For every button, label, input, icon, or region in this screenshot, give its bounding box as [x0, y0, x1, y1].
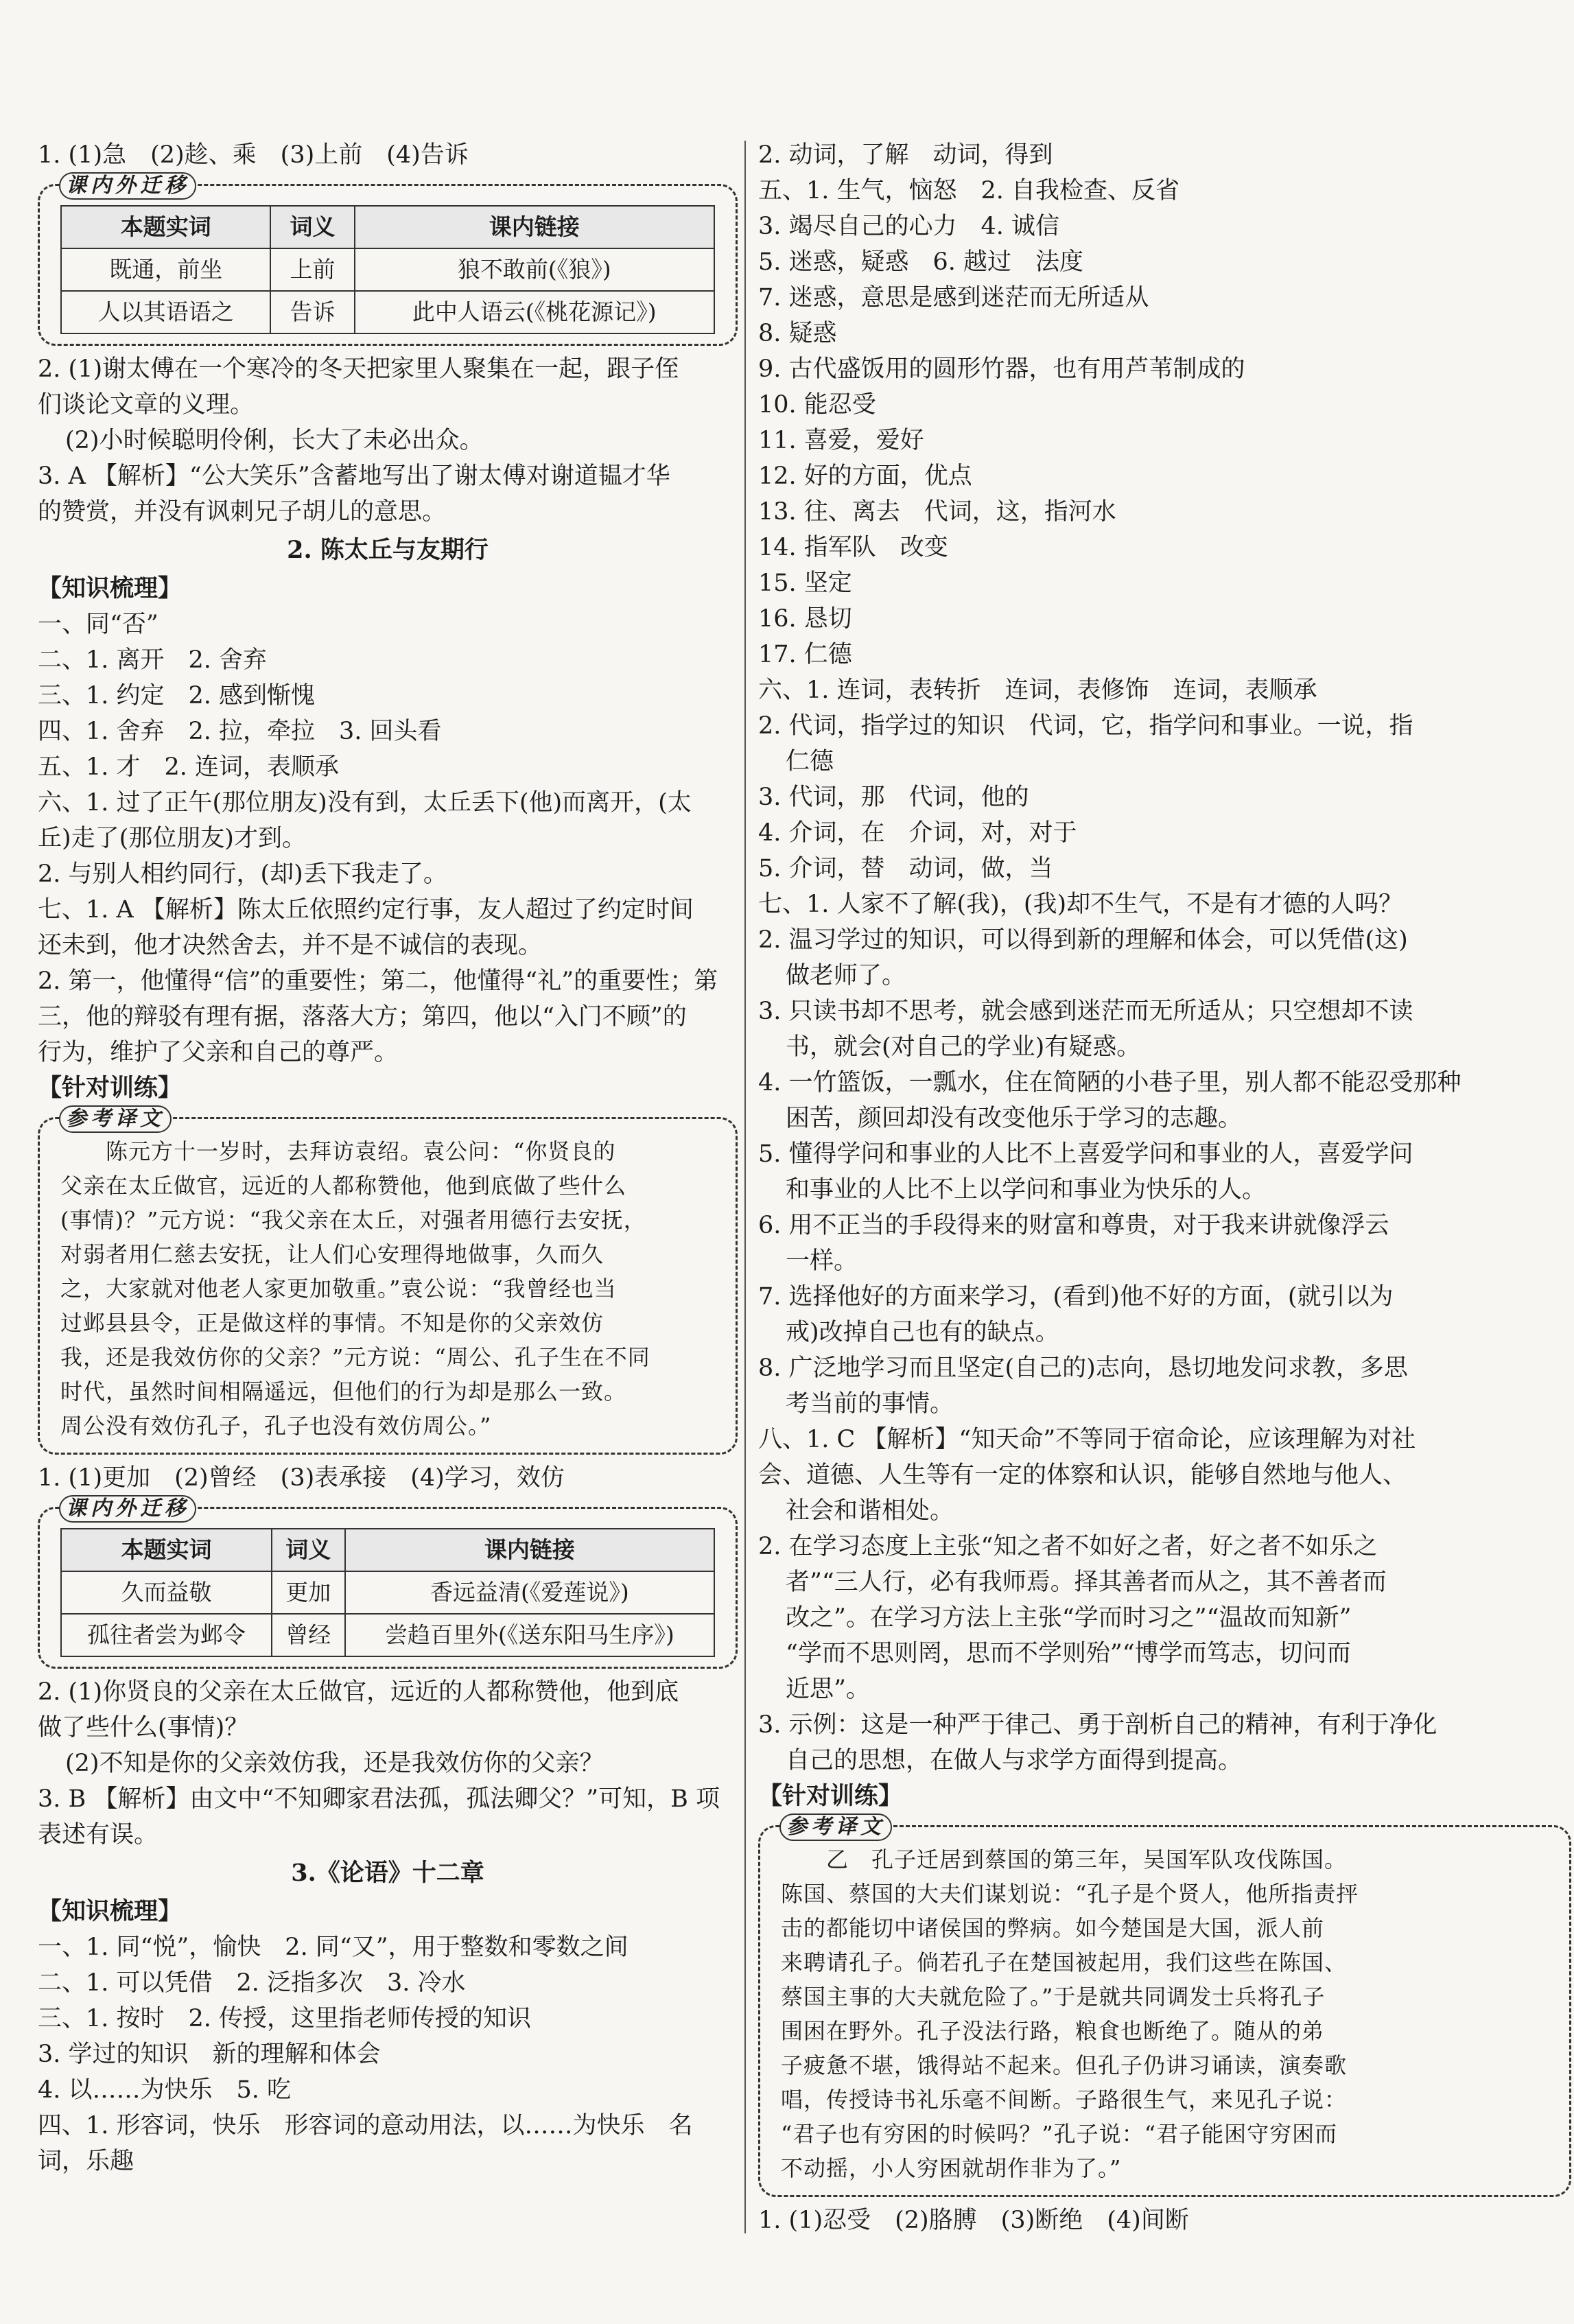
- table-header: 词义: [270, 206, 354, 248]
- answer-line: 5. 懂得学问和事业的人比不上喜爱学问和事业的人，喜爱学问: [758, 1140, 1413, 1168]
- answer-line: 1. (1)更加 (2)曾经 (3)表承接 (4)学习，效仿: [38, 1464, 565, 1492]
- answer-line: 还未到，他才决然舍去，并不是不诚信的表现。: [38, 932, 543, 959]
- table-cell: 尝趋百里外(《送东阳马生序》): [345, 1614, 714, 1656]
- answer-line: 3. 示例：这是一种严于律己、勇于剖析自己的精神，有利于净化: [758, 1711, 1437, 1739]
- answer-line: 2. 在学习态度上主张“知之者不如好之者，好之者不如乐之: [758, 1533, 1378, 1560]
- answer-line: “学而不思则罔，思而不学则殆”“博学而笃志，切问而: [786, 1640, 1351, 1667]
- answer-line: 六、1. 连词，表转折 连词，表修饰 连词，表顺承: [758, 677, 1317, 704]
- translation-line: 蔡国主事的大夫就危险了。”于是就共同调发士兵将孔子: [781, 1984, 1326, 2010]
- table-cell: 曾经: [272, 1614, 345, 1656]
- table-row: [61, 248, 714, 291]
- translation-line: 陈国、蔡国的大夫们谋划说：“孔子是个贤人，他所指责抨: [781, 1881, 1359, 1907]
- section-label: 【针对训练】: [758, 1782, 903, 1810]
- answer-line: 自己的思想，在做人与求学方面得到提高。: [786, 1747, 1243, 1774]
- answer-line: 2. 动词，了解 动词，得到: [758, 141, 1053, 169]
- answer-line: 4. 以……为快乐 5. 吃: [38, 2076, 292, 2104]
- table-header: 课内链接: [345, 1529, 714, 1571]
- answer-line: 3. 代词，那 代词，他的: [758, 784, 1029, 811]
- answer-line: 仁德: [786, 748, 834, 775]
- translation-line: 乙 孔子迁居到蔡国的第三年，吴国军队攻伐陈国。: [781, 1846, 1348, 1873]
- answer-line: 14. 指军队 改变: [758, 534, 948, 561]
- answer-line: 3. B 【解析】由文中“不知卿家君法孤，孤法卿父？”可知，B 项: [38, 1785, 720, 1813]
- table-header: 词义: [272, 1529, 345, 1571]
- table-cell: 狼不敢前(《狼》): [355, 248, 714, 291]
- answer-line: 二、1. 可以凭借 2. 泛指多次 3. 冷水: [38, 1969, 466, 1997]
- translation-box: [758, 1815, 1571, 2197]
- translation-line: 我，还是我效仿你的父亲？”元方说：“周公、孔子生在不同: [60, 1344, 650, 1370]
- answer-line: 二、1. 离开 2. 舍弃: [38, 646, 268, 674]
- translation-line: 周公没有效仿孔子，孔子也没有效仿周公。”: [60, 1413, 492, 1439]
- answer-line: 3. 只读书却不思考，就会感到迷茫而无所适从；只空想却不读: [758, 998, 1413, 1025]
- answer-line: 4. 一竹篮饭，一瓢水，住在简陋的小巷子里，别人都不能忍受那种: [758, 1069, 1461, 1096]
- answer-line: 5. 介词，替 动词，做，当: [758, 855, 1053, 882]
- answer-line: 2. 温习学过的知识，可以得到新的理解和体会，可以凭借(这): [758, 926, 1408, 954]
- answer-line: 改之”。在学习方法上主张“学而时习之”“温故而知新”: [786, 1604, 1352, 1632]
- answer-line: 8. 广泛地学习而且坚定(自己的)志向，恳切地发问求教，多思: [758, 1354, 1408, 1382]
- answer-line: 社会和谐相处。: [786, 1497, 954, 1525]
- answer-line: 七、1. 人家不了解(我)，(我)却不生气，不是有才德的人吗？: [758, 891, 1403, 918]
- column-divider: [744, 141, 746, 2233]
- answer-line: 13. 往、离去 代词，这，指河水: [758, 498, 1116, 526]
- answer-line: 3. 学过的知识 新的理解和体会: [38, 2041, 381, 2068]
- answer-line: 考当前的事情。: [786, 1390, 954, 1418]
- answer-line: (2)小时候聪明伶俐，长大了未必出众。: [65, 427, 484, 454]
- answer-line: 7. 迷惑，意思是感到迷茫而无所适从: [758, 284, 1149, 312]
- answer-line: 2. 第一，他懂得“信”的重要性；第二，他懂得“礼”的重要性；第: [38, 967, 718, 995]
- answer-line: 2. 代词，指学过的知识 代词，它，指学问和事业。一说，指: [758, 712, 1413, 740]
- answer-line: 一、1. 同“悦”，愉快 2. 同“又”，用于整数和零数之间: [38, 1934, 629, 1961]
- answer-line: 四、1. 形容词，快乐 形容词的意动用法，以……为快乐 名: [38, 2112, 693, 2139]
- answer-line: 戒)改掉自己也有的缺点。: [786, 1319, 1059, 1346]
- answer-line: 三、1. 约定 2. 感到惭愧: [38, 682, 316, 709]
- answer-line: 和事业的人比不上以学问和事业为快乐的人。: [786, 1176, 1267, 1204]
- answer-line: 一样。: [786, 1247, 858, 1275]
- answer-line: 七、1. A 【解析】陈太丘依照约定行事，友人超过了约定时间: [38, 896, 694, 924]
- table-cell: 既通，前坐: [61, 248, 270, 291]
- answer-line: 9. 古代盛饭用的圆形竹器，也有用芦苇制成的: [758, 355, 1245, 383]
- answer-line: 五、1. 才 2. 连词，表顺承: [38, 753, 340, 781]
- answer-line: 五、1. 生气，恼怒 2. 自我检查、反省: [758, 177, 1180, 204]
- answer-line: 六、1. 过了正午(那位朋友)没有到，太丘丢下(他)而离开，(太: [38, 789, 692, 817]
- translation-line: “君子也有穷困的时候吗？”孔子说：“君子能困守穷困而: [781, 2121, 1338, 2147]
- table-cell: 孤往者尝为邺令: [61, 1614, 272, 1656]
- answer-line: 表述有误。: [38, 1821, 158, 1848]
- translation-line: 父亲在太丘做官，远近的人都称赞他，他到底做了些什么: [60, 1173, 627, 1199]
- translation-line: 唱，传授诗书礼乐毫不间断。子路很生气，来见孔子说：: [781, 2087, 1348, 2113]
- box-label: 参考译文: [59, 1105, 172, 1133]
- answer-line: 书，就会(对自己的学业)有疑惑。: [786, 1033, 1141, 1061]
- table-cell: 更加: [272, 1571, 345, 1614]
- answer-line: (2)不知是你的父亲效仿我，还是我效仿你的父亲？: [65, 1750, 604, 1777]
- translation-line: 对弱者用仁慈去安抚，让人们心安理得地做事，久而久: [60, 1241, 604, 1267]
- table-cell: 此中人语云(《桃花源记》): [355, 291, 714, 333]
- translation-line: (事情)？”元方说：“我父亲在太丘，对强者用德行去安抚，: [60, 1207, 646, 1233]
- answer-line: 三、1. 按时 2. 传授，这里指老师传授的知识: [38, 2005, 532, 2032]
- transfer-box: [38, 174, 738, 346]
- answer-line: 5. 迷惑，疑惑 6. 越过 法度: [758, 248, 1084, 276]
- answer-line: 八、1. C 【解析】“知天命”不等同于宿命论，应该理解为对社: [758, 1426, 1416, 1453]
- transfer-box: [38, 1496, 738, 1669]
- answer-line: 1. (1)忍受 (2)胳膊 (3)断绝 (4)间断: [758, 2207, 1189, 2234]
- table-cell: 久而益敬: [61, 1571, 272, 1614]
- table-cell: 上前: [270, 248, 354, 291]
- answer-line: 做老师了。: [786, 962, 906, 989]
- answer-line: 1. (1)急 (2)趁、乘 (3)上前 (4)告诉: [38, 141, 469, 169]
- translation-line: 陈元方十一岁时，去拜访袁绍。袁公问：“你贤良的: [60, 1138, 616, 1164]
- answer-line: 17. 仁德: [758, 641, 852, 668]
- section-title: 3.《论语》十二章: [291, 1859, 484, 1887]
- answer-line: 一、同“否”: [38, 611, 158, 638]
- table-cell: 香远益清(《爱莲说》): [345, 1571, 714, 1614]
- answer-line: 词，乐趣: [38, 2148, 134, 2175]
- answer-line: 困苦，颜回却没有改变他乐于学习的志趣。: [786, 1105, 1243, 1132]
- table-row: [61, 1571, 714, 1614]
- vocab-table: [60, 1528, 715, 1657]
- answer-line: 行为，维护了父亲和自己的尊严。: [38, 1039, 399, 1066]
- translation-line: 不动摇，小人穷困就胡作非为了。”: [781, 2155, 1122, 2181]
- answer-line: 4. 介词，在 介词，对，对于: [758, 819, 1077, 847]
- answer-line: 2. (1)谢太傅在一个寒冷的冬天把家里人聚集在一起，跟子侄: [38, 355, 679, 383]
- answer-line: 11. 喜爱，爱好: [758, 427, 924, 454]
- right-column: [758, 137, 1571, 2238]
- answer-line: 16. 恳切: [758, 605, 852, 633]
- vocab-table: [60, 205, 715, 334]
- box-label: 课内外迁移: [59, 172, 196, 200]
- answer-line: 近思”。: [786, 1676, 870, 1703]
- answer-line: 们谈论文章的义理。: [38, 391, 255, 419]
- box-label: 参考译文: [779, 1814, 892, 1841]
- table-header: 课内链接: [355, 206, 714, 248]
- answer-line: 8. 疑惑: [758, 320, 837, 347]
- table-row: [61, 1614, 714, 1656]
- answer-line: 2. (1)你贤良的父亲在太丘做官，远近的人都称赞他，他到底: [38, 1678, 679, 1706]
- answer-line: 三，他的辩驳有理有据，落落大方；第四，他以“入门不顾”的: [38, 1003, 687, 1031]
- answer-line: 2. 与别人相约同行，(却)丢下我走了。: [38, 860, 447, 888]
- section-title: 2. 陈太丘与友期行: [287, 536, 489, 564]
- translation-box: [38, 1107, 738, 1455]
- section-label: 【针对训练】: [38, 1074, 183, 1102]
- answer-line: 丘)走了(那位朋友)才到。: [38, 825, 306, 852]
- translation-line: 时代，虽然时间相隔遥远，但他们的行为却是那么一致。: [60, 1378, 627, 1405]
- answer-line: 做了些什么(事情)？: [38, 1714, 249, 1741]
- table-row: [61, 291, 714, 333]
- answer-line: 四、1. 舍弃 2. 拉，牵拉 3. 回头看: [38, 718, 442, 745]
- table-cell: 人以其语语之: [61, 291, 270, 333]
- answer-line: 15. 坚定: [758, 570, 852, 597]
- translation-line: 过邺县县令，正是做这样的事情。不知是你的父亲效仿: [60, 1310, 604, 1336]
- translation-line: 围困在野外。孔子没法行路，粮食也断绝了。随从的弟: [781, 2018, 1325, 2044]
- left-column: [38, 137, 738, 2179]
- answer-line: 3. A 【解析】“公大笑乐”含蓄地写出了谢太傅对谢道韫才华: [38, 462, 670, 490]
- translation-line: 子疲惫不堪，饿得站不起来。但孔子仍讲习诵读，演奏歌: [781, 2052, 1348, 2078]
- answer-line: 的赞赏，并没有讽刺兄子胡儿的意思。: [38, 498, 447, 526]
- answer-line: 7. 选择他好的方面来学习，(看到)他不好的方面，(就引以为: [758, 1283, 1394, 1311]
- translation-line: 之，大家就对他老人家更加敬重。”袁公说：“我曾经也当: [60, 1276, 617, 1302]
- table-header: 本题实词: [61, 206, 270, 248]
- answer-line: 者”“三人行，必有我师焉。择其善者而从之，其不善者而: [786, 1569, 1387, 1596]
- section-label: 【知识梳理】: [38, 574, 183, 602]
- answer-line: 12. 好的方面，优点: [758, 462, 972, 490]
- answer-line: 会、道德、人生等有一定的体察和认识，能够自然地与他人、: [758, 1462, 1407, 1489]
- answer-line: 6. 用不正当的手段得来的财富和尊贵，对于我来讲就像浮云: [758, 1212, 1389, 1239]
- table-cell: 告诉: [270, 291, 354, 333]
- box-label: 课内外迁移: [59, 1495, 196, 1523]
- translation-line: 来聘请孔子。倘若孔子在楚国被起用，我们这些在陈国、: [781, 1949, 1348, 1975]
- answer-line: 3. 竭尽自己的心力 4. 诚信: [758, 213, 1060, 240]
- answer-line: 10. 能忍受: [758, 391, 876, 419]
- table-header: 本题实词: [61, 1529, 272, 1571]
- section-label: 【知识梳理】: [38, 1897, 183, 1925]
- translation-line: 击的都能切中诸侯国的弊病。如今楚国是大国，派人前: [781, 1915, 1325, 1941]
